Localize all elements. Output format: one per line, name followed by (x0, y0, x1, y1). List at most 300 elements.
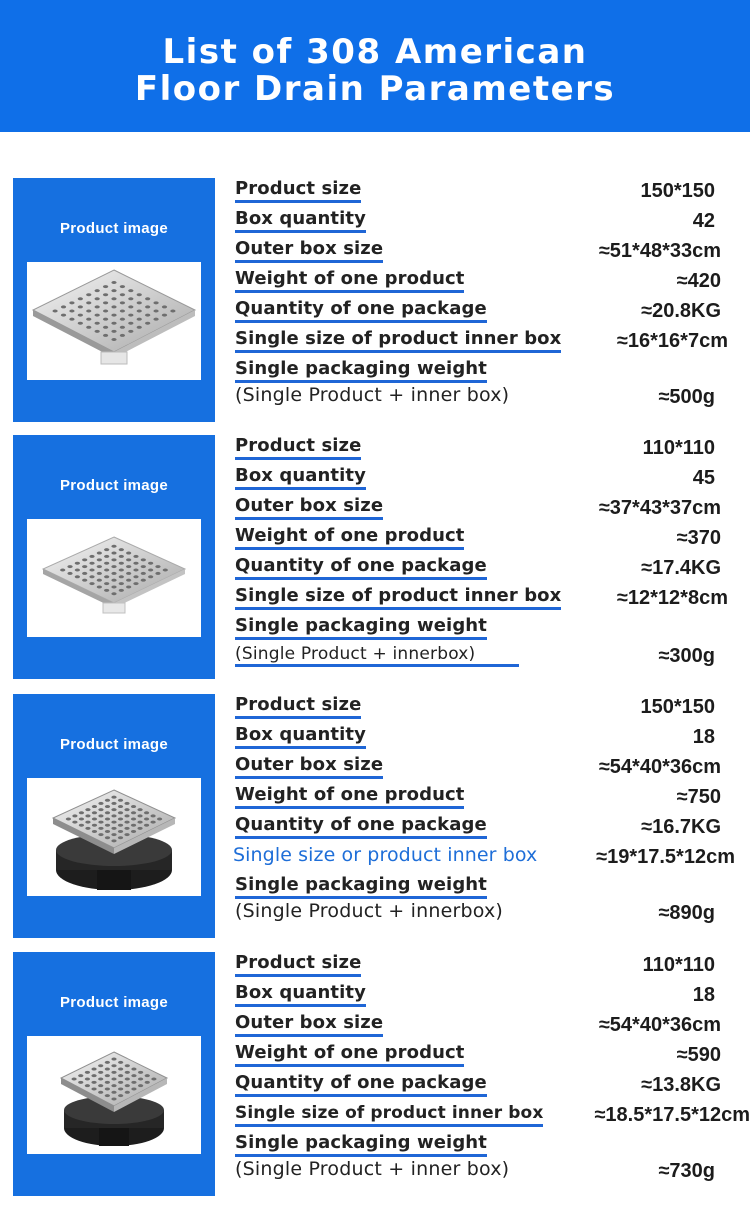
grate-hole (145, 322, 150, 325)
grate-hole (119, 548, 124, 551)
grate-hole (111, 281, 116, 284)
grate-hole (120, 293, 125, 296)
grate-hole (79, 818, 84, 821)
grate-hole (118, 830, 123, 833)
grate-hole (137, 293, 142, 296)
label-weight-one: Weight of one product (235, 269, 464, 293)
grate-hole (111, 338, 116, 341)
grate-hole (120, 285, 125, 288)
value-qty-package: ≈13.8KG (641, 1074, 721, 1096)
label-single-pack-weight: Single packaging weight (235, 1133, 487, 1157)
grate-hole (128, 297, 133, 300)
grate-hole (111, 1071, 116, 1074)
grate-hole (111, 1084, 116, 1087)
grate-hole (124, 827, 129, 830)
grate-hole (144, 818, 149, 821)
grate-hole (148, 569, 153, 572)
grate-hole (69, 310, 74, 313)
grate-hole (78, 1074, 83, 1077)
grate-hole (89, 569, 94, 572)
product-image-panel (13, 694, 215, 938)
grate-hole (86, 301, 91, 304)
grate-hole (67, 572, 72, 575)
grate-hole (86, 318, 91, 321)
value-box-quantity: 45 (692, 467, 715, 489)
grate-hole (137, 301, 142, 304)
grate-hole (105, 1061, 110, 1064)
grate-hole (118, 799, 123, 802)
grate-hole (163, 569, 168, 572)
grate-hole (103, 334, 108, 337)
grate-hole (111, 572, 116, 575)
grate-hole (119, 562, 124, 565)
grate-hole (53, 310, 58, 313)
grate-hole (85, 821, 90, 824)
grate-hole (131, 824, 136, 827)
label-box-quantity: Box quantity (235, 725, 366, 749)
product-image-panel (13, 178, 215, 422)
grate-hole (128, 314, 133, 317)
grate-hole (162, 314, 167, 317)
grate-hole (111, 1078, 116, 1081)
grate-hole (111, 314, 116, 317)
grate-hole (137, 326, 142, 329)
grate-hole (133, 575, 138, 578)
value-product-size: 150*150 (640, 696, 715, 718)
value-weight-one: ≈370 (676, 527, 721, 549)
grate-hole (111, 808, 116, 811)
grate-hole (72, 821, 77, 824)
grate-hole (105, 811, 110, 814)
grate-hole (105, 824, 110, 827)
value-weight-one: ≈420 (676, 270, 721, 292)
grate-hole (95, 289, 100, 292)
grate-hole (128, 305, 133, 308)
product-image-label: Product image (59, 220, 169, 237)
grate-hole (89, 562, 94, 565)
value-outer-box-size: ≈54*40*36cm (598, 756, 721, 778)
grate-hole (120, 334, 125, 337)
grate-hole (98, 1091, 103, 1094)
value-qty-package: ≈17.4KG (641, 557, 721, 579)
grate-hole (133, 569, 138, 572)
grate-hole (98, 827, 103, 830)
grate-hole (91, 1087, 96, 1090)
grate-hole (105, 805, 110, 808)
grate-hole (111, 821, 116, 824)
grate-hole (145, 1074, 150, 1077)
grate-hole (137, 827, 142, 830)
grate-hole (91, 1074, 96, 1077)
grate-hole (131, 830, 136, 833)
grate-hole (111, 1058, 116, 1061)
label-product-size: Product size (235, 436, 361, 460)
grate-hole (98, 833, 103, 836)
grate-hole (120, 310, 125, 313)
grate-hole (126, 552, 131, 555)
grate-hole (104, 575, 109, 578)
grate-hole (111, 585, 116, 588)
product-image-label: Product image (59, 994, 169, 1011)
grate-hole (124, 808, 129, 811)
value-single-inner-box: ≈19*17.5*12cm (596, 846, 735, 868)
page-title-line-2: Floor Drain Parameters (134, 69, 616, 109)
grate-hole (97, 585, 102, 588)
grate-hole (145, 1081, 150, 1084)
grate-hole (111, 558, 116, 561)
label-product-size: Product size (235, 695, 361, 719)
product-card (0, 435, 750, 679)
grate-hole (95, 297, 100, 300)
grate-hole (111, 305, 116, 308)
label-qty-package: Quantity of one package (235, 299, 487, 323)
grate-hole (82, 579, 87, 582)
grate-hole (126, 565, 131, 568)
grate-hole (105, 830, 110, 833)
grate-hole (111, 1091, 116, 1094)
grate-hole (97, 558, 102, 561)
label-box-quantity: Box quantity (235, 466, 366, 490)
product-card (0, 694, 750, 938)
grate-hole (111, 802, 116, 805)
grate-hole (131, 1081, 136, 1084)
product-card (0, 178, 750, 422)
product-image-label: Product image (59, 736, 169, 753)
grate-hole (141, 579, 146, 582)
grate-hole (95, 330, 100, 333)
label-single-pack-weight: Single packaging weight (235, 875, 487, 899)
grate-hole (118, 836, 123, 839)
grate-hole (85, 814, 90, 817)
grate-hole (67, 565, 72, 568)
grate-hole (79, 811, 84, 814)
value-weight-one: ≈590 (676, 1044, 721, 1066)
grate-hole (89, 555, 94, 558)
label-qty-package: Quantity of one package (235, 556, 487, 580)
grate-hole (60, 569, 65, 572)
grate-hole (162, 305, 167, 308)
grate-hole (153, 318, 158, 321)
grate-hole (78, 1081, 83, 1084)
floor-drain-image (27, 262, 201, 380)
grate-hole (120, 326, 125, 329)
grate-hole (91, 1081, 96, 1084)
grate-hole (104, 548, 109, 551)
grate-hole (170, 310, 175, 313)
grate-hole (133, 582, 138, 585)
grate-hole (104, 562, 109, 565)
grate-hole (137, 821, 142, 824)
grate-hole (150, 814, 155, 817)
grate-hole (89, 582, 94, 585)
label-single-inner-box: Single size or product inner box (233, 844, 538, 866)
value-product-size: 150*150 (640, 180, 715, 202)
grate-hole (133, 555, 138, 558)
grate-hole (85, 1084, 90, 1087)
grate-hole (61, 314, 66, 317)
grate-hole (98, 1064, 103, 1067)
single-pack-note: (Single Product + innerbox) (235, 644, 519, 667)
grate-hole (111, 1064, 116, 1067)
grate-hole (118, 818, 123, 821)
grate-hole (104, 589, 109, 592)
grate-hole (89, 575, 94, 578)
grate-hole (78, 305, 83, 308)
grate-hole (111, 330, 116, 333)
grate-hole (61, 305, 66, 308)
grate-hole (137, 808, 142, 811)
grate-hole (120, 301, 125, 304)
grate-hole (125, 1064, 130, 1067)
value-single-pack-weight: ≈890g (658, 902, 715, 924)
grate-hole (66, 818, 71, 821)
grate-hole (131, 1074, 136, 1077)
label-outer-box-size: Outer box size (235, 239, 383, 263)
grate-hole (86, 293, 91, 296)
grate-hole (124, 833, 129, 836)
value-box-quantity: 18 (692, 984, 715, 1006)
label-single-inner-box: Single size of product inner box (235, 329, 561, 353)
grate-hole (103, 301, 108, 304)
grate-hole (124, 821, 129, 824)
grate-hole (126, 579, 131, 582)
grate-hole (104, 555, 109, 558)
grate-hole (118, 1081, 123, 1084)
grate-hole (118, 1094, 123, 1097)
label-outer-box-size: Outer box size (235, 496, 383, 520)
single-pack-note: (Single Product + inner box) (235, 384, 510, 406)
grate-hole (85, 808, 90, 811)
label-weight-one: Weight of one product (235, 526, 464, 550)
grate-hole (85, 1071, 90, 1074)
grate-hole (86, 310, 91, 313)
grate-hole (95, 322, 100, 325)
grate-hole (119, 575, 124, 578)
grate-hole (145, 297, 150, 300)
grate-hole (105, 799, 110, 802)
grate-hole (104, 582, 109, 585)
page-title-line-1: List of 308 American (162, 32, 588, 72)
value-outer-box-size: ≈37*43*37cm (598, 497, 721, 519)
grate-hole (145, 314, 150, 317)
grate-hole (119, 555, 124, 558)
grate-hole (137, 814, 142, 817)
grate-hole (92, 824, 97, 827)
floor-drain-image (27, 778, 201, 896)
label-qty-package: Quantity of one package (235, 815, 487, 839)
grate-hole (111, 1097, 116, 1100)
grate-hole (125, 1071, 130, 1074)
grate-hole (131, 1068, 136, 1071)
page-header (0, 0, 750, 132)
grate-hole (75, 575, 80, 578)
product-card (0, 952, 750, 1196)
grate-hole (118, 1068, 123, 1071)
value-single-pack-weight: ≈300g (658, 645, 715, 667)
grate-hole (111, 545, 116, 548)
grate-hole (79, 824, 84, 827)
grate-hole (124, 814, 129, 817)
grate-hole (137, 318, 142, 321)
grate-hole (145, 305, 150, 308)
grate-hole (78, 322, 83, 325)
grate-hole (133, 562, 138, 565)
grate-hole (131, 805, 136, 808)
grate-hole (111, 289, 116, 292)
grate-hole (138, 1078, 143, 1081)
grate-hole (128, 330, 133, 333)
grate-hole (119, 582, 124, 585)
grate-hole (118, 805, 123, 808)
label-single-inner-box: Single size of product inner box (235, 1103, 543, 1127)
grate-hole (86, 326, 91, 329)
grate-hole (69, 301, 74, 304)
grate-hole (98, 1078, 103, 1081)
grate-hole (103, 285, 108, 288)
grate-hole (98, 808, 103, 811)
grate-hole (141, 572, 146, 575)
grate-hole (92, 805, 97, 808)
value-single-pack-weight: ≈730g (658, 1160, 715, 1182)
grate-hole (103, 318, 108, 321)
grate-hole (91, 1068, 96, 1071)
grate-hole (111, 839, 116, 842)
grate-hole (98, 802, 103, 805)
grate-hole (126, 572, 131, 575)
grate-hole (104, 569, 109, 572)
grate-hole (118, 811, 123, 814)
grate-hole (153, 310, 158, 313)
grate-hole (119, 569, 124, 572)
grate-hole (124, 802, 129, 805)
value-weight-one: ≈750 (676, 786, 721, 808)
grate-hole (85, 1078, 90, 1081)
grate-hole (72, 1078, 77, 1081)
grate-hole (97, 552, 102, 555)
grate-hole (141, 558, 146, 561)
grate-hole (111, 592, 116, 595)
grate-hole (131, 1087, 136, 1090)
grate-hole (151, 1078, 156, 1081)
grate-hole (105, 1074, 110, 1077)
grate-hole (128, 289, 133, 292)
grate-hole (125, 1091, 130, 1094)
grate-hole (95, 305, 100, 308)
grate-hole (92, 830, 97, 833)
grate-hole (98, 1084, 103, 1087)
label-weight-one: Weight of one product (235, 785, 464, 809)
label-box-quantity: Box quantity (235, 209, 366, 233)
grate-hole (78, 314, 83, 317)
grate-hole (118, 1061, 123, 1064)
grate-hole (138, 1071, 143, 1074)
grate-hole (105, 1068, 110, 1071)
grate-hole (75, 562, 80, 565)
grate-hole (125, 1078, 130, 1081)
grate-hole (72, 814, 77, 817)
grate-hole (141, 565, 146, 568)
grate-hole (111, 814, 116, 817)
label-single-inner-box: Single size of product inner box (235, 586, 561, 610)
product-image-panel (13, 952, 215, 1196)
value-box-quantity: 18 (692, 726, 715, 748)
grate-hole (148, 575, 153, 578)
grate-hole (92, 811, 97, 814)
value-outer-box-size: ≈51*48*33cm (598, 240, 721, 262)
value-qty-package: ≈16.7KG (641, 816, 721, 838)
grate-hole (111, 565, 116, 568)
floor-drain-image (27, 519, 201, 637)
grate-hole (119, 589, 124, 592)
label-weight-one: Weight of one product (235, 1043, 464, 1067)
grate-hole (105, 818, 110, 821)
grate-hole (131, 818, 136, 821)
grate-hole (155, 565, 160, 568)
grate-hole (69, 318, 74, 321)
grate-hole (120, 318, 125, 321)
grate-hole (137, 310, 142, 313)
grate-hole (103, 310, 108, 313)
grate-hole (148, 562, 153, 565)
label-product-size: Product size (235, 953, 361, 977)
grate-hole (98, 1071, 103, 1074)
grate-hole (111, 552, 116, 555)
single-pack-note: (Single Product + innerbox) (235, 900, 504, 922)
label-outer-box-size: Outer box size (235, 1013, 383, 1037)
grate-hole (111, 322, 116, 325)
grate-hole (118, 824, 123, 827)
grate-hole (131, 811, 136, 814)
grate-hole (125, 1084, 130, 1087)
grate-hole (111, 827, 116, 830)
product-image-panel (13, 435, 215, 679)
grate-hole (105, 1094, 110, 1097)
grate-hole (82, 572, 87, 575)
grate-hole (155, 572, 160, 575)
grate-hole (126, 558, 131, 561)
grate-hole (103, 293, 108, 296)
grate-hole (97, 565, 102, 568)
value-product-size: 110*110 (642, 954, 715, 976)
grate-hole (111, 833, 116, 836)
single-pack-note: (Single Product + inner box) (235, 1158, 510, 1180)
value-product-size: 110*110 (642, 437, 715, 459)
grate-hole (128, 322, 133, 325)
grate-hole (82, 565, 87, 568)
grate-hole (95, 314, 100, 317)
grate-hole (105, 1081, 110, 1084)
grate-hole (85, 827, 90, 830)
grate-hole (118, 1087, 123, 1090)
grate-hole (98, 821, 103, 824)
product-image-label: Product image (59, 477, 169, 494)
grate-hole (105, 836, 110, 839)
value-single-pack-weight: ≈500g (658, 386, 715, 408)
grate-hole (157, 818, 162, 821)
grate-hole (111, 579, 116, 582)
value-single-inner-box: ≈16*16*7cm (616, 330, 728, 352)
value-outer-box-size: ≈54*40*36cm (598, 1014, 721, 1036)
grate-hole (118, 1074, 123, 1077)
grate-hole (105, 1087, 110, 1090)
label-single-pack-weight: Single packaging weight (235, 359, 487, 383)
label-qty-package: Quantity of one package (235, 1073, 487, 1097)
grate-hole (103, 326, 108, 329)
grate-hole (97, 572, 102, 575)
grate-hole (111, 796, 116, 799)
grate-hole (98, 814, 103, 817)
label-outer-box-size: Outer box size (235, 755, 383, 779)
